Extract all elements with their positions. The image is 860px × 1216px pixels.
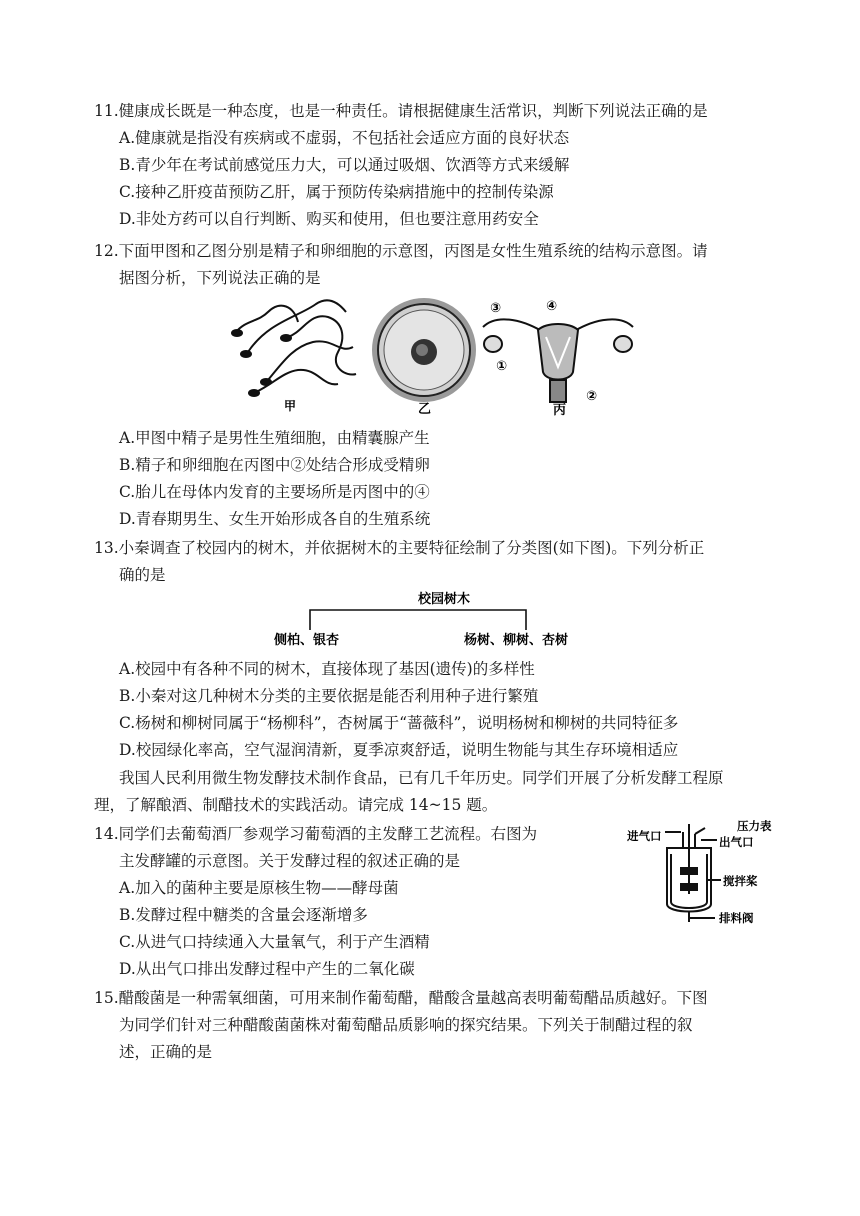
egg-illustration [372,298,476,402]
q13-option-c: C.杨树和柳树同属于“杨柳科”，杏树属于“蔷薇科”，说明杨树和柳树的共同特征多 [119,714,679,732]
tree-left-group: 侧柏、银杏 [274,633,340,648]
tree-branch-lines [310,610,526,630]
label-inlet: 进气口 [627,829,662,843]
q11-option-b: B.青少年在考试前感觉压力大，可以通过吸烟、饮酒等方式来缓解 [119,156,570,174]
sperm-illustration [232,300,356,396]
label-n3: ③ [490,301,502,316]
tank-drawing [665,824,721,922]
fermentation-tank-diagram [625,818,785,930]
label-outlet: 出气口 [719,835,754,849]
tree-classification-diagram [270,588,600,648]
q13-stem-line1: 13.小秦调查了校园内的树木，并依据树木的主要特征绘制了分类图(如下图)。下列分析正 [94,539,705,557]
q12-option-b: B.精子和卵细胞在丙图中②处结合形成受精卵 [119,456,430,474]
q15-stem-line3: 述，正确的是 [119,1043,213,1061]
label-n2: ② [586,389,598,404]
q11-stem: 11.健康成长既是一种态度，也是一种责任。请根据健康生活常识，判断下列说法正确的是 [94,102,708,120]
q14-option-d: D.从出气口排出发酵过程中产生的二氧化碳 [119,960,415,978]
q14-stem-line2: 主发酵罐的示意图。关于发酵过程的叙述正确的是 [119,852,461,870]
label-bing: 丙 [553,403,567,417]
label-stirrer: 搅拌桨 [723,874,758,888]
q13-option-a: A.校园中有各种不同的树木，直接体现了基因(遗传)的多样性 [119,660,535,678]
q15-stem-line2: 为同学们针对三种醋酸菌菌株对葡萄醋品质影响的探究结果。下列关于制醋过程的叙 [119,1016,693,1034]
intro-line2: 理，了解酿酒、制醋技术的实践活动。请完成 14~15 题。 [94,796,498,814]
intro-line1: 我国人民利用微生物发酵技术制作食品，已有几千年历史。同学们开展了分析发酵工程原 [119,769,724,787]
q14-option-b: B.发酵过程中糖类的含量会逐渐增多 [119,906,368,924]
q12-stem-line1: 12.下面甲图和乙图分别是精子和卵细胞的示意图，丙图是女性生殖系统的结构示意图。请 [94,242,708,260]
q11-option-c: C.接种乙肝疫苗预防乙肝，属于预防传染病措施中的控制传染源 [119,183,554,201]
q12-stem-line2: 据图分析，下列说法正确的是 [119,269,321,287]
label-valve: 排料阀 [719,911,754,925]
tree-root: 校园树木 [418,592,471,607]
label-gauge: 压力表 [737,819,772,833]
q13-option-d: D.校园绿化率高，空气湿润清新，夏季凉爽舒适，说明生物能与其生存环境相适应 [119,741,679,759]
q13-option-b: B.小秦对这几种树木分类的主要依据是能否利用种子进行繁殖 [119,687,539,705]
q12-option-d: D.青春期男生、女生开始形成各自的生殖系统 [119,510,431,528]
q12-option-a: A.甲图中精子是男性生殖细胞，由精囊腺产生 [119,429,430,447]
q11-option-a: A.健康就是指没有疾病或不虚弱，不包括社会适应方面的良好状态 [119,129,570,147]
q14-option-c: C.从进气口持续通入大量氧气，利于产生酒精 [119,933,430,951]
q11-option-d: D.非处方药可以自行判断、购买和使用，但也要注意用药安全 [119,210,539,228]
q13-stem-line2: 确的是 [119,566,166,584]
reproduction-figure [228,292,648,417]
label-yi: 乙 [418,402,432,417]
label-n1: ① [496,359,508,374]
label-jia: 甲 [284,399,297,413]
q12-option-c: C.胎儿在母体内发育的主要场所是丙图中的④ [119,483,430,501]
q15-stem-line1: 15.醋酸菌是一种需氧细菌，可用来制作葡萄醋，醋酸含量越高表明葡萄醋品质越好。下图 [94,989,708,1007]
q14-option-a: A.加入的菌种主要是原核生物——酵母菌 [119,879,399,897]
tree-right-group: 杨树、柳树、杏树 [464,633,569,648]
label-n4: ④ [546,299,558,314]
q14-stem-line1: 14.同学们去葡萄酒厂参观学习葡萄酒的主发酵工艺流程。右图为 [94,825,538,843]
